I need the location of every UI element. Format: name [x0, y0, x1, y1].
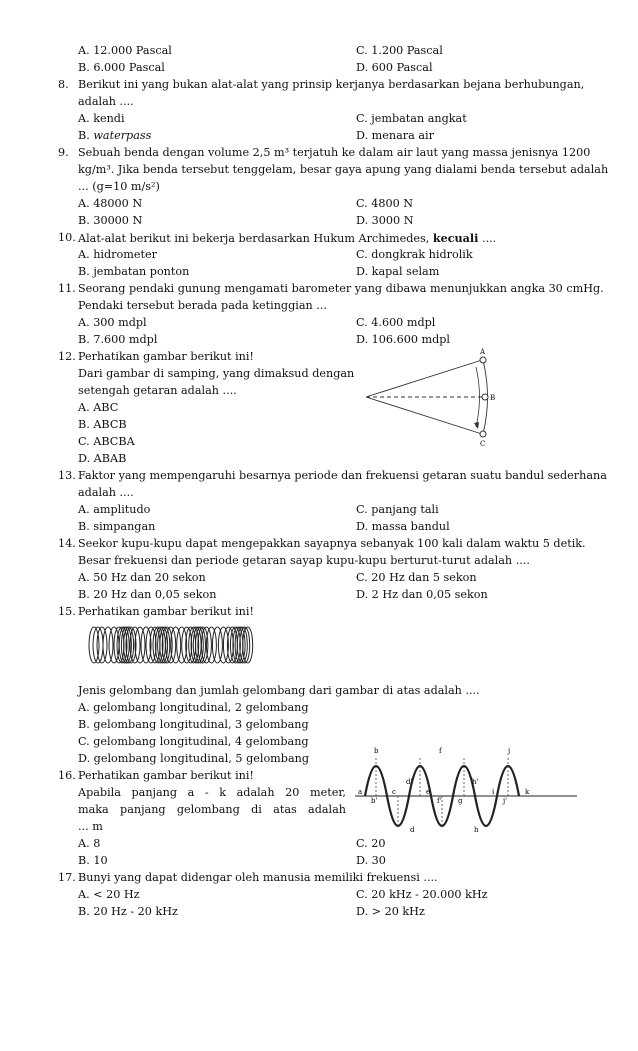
option-c: C. 4800 N [356, 197, 414, 210]
question-number: 9. [58, 146, 69, 159]
option-b: B. 20 Hz dan 0,05 sekon [78, 588, 217, 601]
option-b: B. 7.600 mdpl [78, 333, 158, 346]
question-text: adalah .... [78, 95, 134, 108]
question-number: 16. [58, 769, 76, 782]
option-b: B. 20 Hz - 20 kHz [78, 905, 178, 918]
label-k: k [525, 788, 530, 796]
question-number: 12. [58, 350, 76, 363]
question-text: Sebuah benda dengan volume 2,5 m³ terjatuh ke dalam air laut yang massa jenisnya 1200 [78, 146, 591, 159]
option-b: B. simpangan [78, 520, 156, 533]
question-text: ... (g=10 m/s²) [78, 180, 160, 193]
option-d: D. 2 Hz dan 0,05 sekon [356, 588, 488, 601]
pendulum-figure [352, 345, 502, 455]
label-b: b [374, 747, 379, 755]
question-text: Seekor kupu-kupu dapat mengepakkan sayapnya sebanyak 100 kali dalam waktu 5 detik. [78, 537, 586, 550]
option-d: D. ABAB [78, 452, 127, 465]
label-g: g [458, 797, 463, 805]
option-a: A. 300 mdpl [78, 316, 147, 329]
question-number: 11. [58, 282, 76, 295]
question-text: Apabila panjang a - k adalah 20 meter, [78, 786, 346, 799]
spring-coil [124, 627, 134, 663]
label-b-prime: b' [371, 797, 378, 805]
spring-figure [88, 620, 288, 670]
option-b: B. 30000 N [78, 214, 143, 227]
spring-coil [160, 627, 170, 663]
question-number: 8. [58, 78, 69, 91]
option-b: B. ABCB [78, 418, 127, 431]
option-c: C. panjang tali [356, 503, 439, 516]
question-text: Perhatikan gambar berikut ini! [78, 605, 254, 618]
option-c: C. jembatan angkat [356, 112, 467, 125]
option-b: B. 10 [78, 854, 108, 867]
option-c: C. 1.200 Pascal [356, 44, 443, 57]
option-d: D. 30 [356, 854, 386, 867]
option-a: A. 48000 N [78, 197, 143, 210]
option-a: A. amplitudo [78, 503, 151, 516]
option-a: A. 50 Hz dan 20 sekon [78, 571, 206, 584]
option-a: A. ABC [78, 401, 119, 414]
label-a: a [358, 788, 363, 796]
label-c: C [480, 440, 486, 448]
question-number: 13. [58, 469, 76, 482]
question-text: Perhatikan gambar berikut ini! [78, 769, 254, 782]
option-d: D. kapal selam [356, 265, 440, 278]
question-text: kg/m³. Jika benda tersebut tenggelam, besar gaya apung yang dialami benda tersebut adalah [78, 163, 609, 176]
option-d: D. 3000 N [356, 214, 414, 227]
label-e: e [426, 788, 431, 796]
option-b: B. gelombang longitudinal, 3 gelombang [78, 718, 309, 731]
option-c: C. gelombang longitudinal, 4 gelombang [78, 735, 309, 748]
question-number: 17. [58, 871, 76, 884]
label-c: c [392, 788, 396, 796]
question-text: maka panjang gelombang di atas adalah [78, 803, 346, 816]
option-b: B. waterpass [78, 129, 152, 142]
option-a: A. 8 [78, 837, 101, 850]
option-a: A. kendi [78, 112, 125, 125]
option-c: C. 4.600 mdpl [356, 316, 436, 329]
spring-coil [103, 627, 113, 663]
label-d-prime: d' [406, 778, 413, 786]
question-text: Bunyi yang dapat didengar oleh manusia memiliki frekuensi .... [78, 871, 438, 884]
label-h: h [474, 826, 479, 834]
option-a: A. 12.000 Pascal [78, 44, 172, 57]
question-text: Perhatikan gambar berikut ini! [78, 350, 254, 363]
option-d: D. massa bandul [356, 520, 450, 533]
option-a: A. hidrometer [78, 248, 157, 261]
option-c: C. ABCBA [78, 435, 135, 448]
question-text: Seorang pendaki gunung mengamati barometer yang dibawa menunjukkan angka 30 cmHg. [78, 282, 604, 295]
question-text: Faktor yang mempengaruhi besarnya periode dan frekuensi getaran suatu bandul sederhana [78, 469, 607, 482]
option-c: C. dongkrak hidrolik [356, 248, 473, 261]
label-h-prime: h' [472, 778, 479, 786]
label-i: i [492, 788, 495, 796]
transverse-wave-figure [355, 744, 585, 834]
question-text: Dari gambar di samping, yang dimaksud dengan [78, 367, 355, 380]
question-text: Berikut ini yang bukan alat-alat yang prinsip kerjanya berdasarkan bejana berhubungan, [78, 78, 585, 91]
option-d: D. gelombang longitudinal, 5 gelombang [78, 752, 309, 765]
label-d: d [410, 826, 415, 834]
label-f-prime: f' [437, 797, 442, 805]
option-a: A. < 20 Hz [78, 888, 140, 901]
question-number: 14. [58, 537, 76, 550]
label-a: A [480, 348, 486, 356]
option-c: C. 20 Hz dan 5 sekon [356, 571, 477, 584]
question-text: Jenis gelombang dan jumlah gelombang dari gambar di atas adalah .... [78, 684, 480, 697]
question-text: ... m [78, 820, 103, 833]
label-b: B [490, 394, 496, 402]
question-number: 15. [58, 605, 76, 618]
spring-coil [196, 627, 206, 663]
option-d: D. > 20 kHz [356, 905, 425, 918]
label-f: f [439, 747, 442, 755]
option-a: A. gelombang longitudinal, 2 gelombang [78, 701, 309, 714]
option-c: C. 20 kHz - 20.000 kHz [356, 888, 488, 901]
spring-coil [212, 627, 222, 663]
option-b: B. 6.000 Pascal [78, 61, 165, 74]
option-c: C. 20 [356, 837, 386, 850]
question-text: adalah .... [78, 486, 134, 499]
question-text: setengah getaran adalah .... [78, 384, 237, 397]
option-b: B. jembatan ponton [78, 265, 190, 278]
label-j: j [508, 747, 511, 755]
option-d: D. 106.600 mdpl [356, 333, 451, 346]
option-d: D. 600 Pascal [356, 61, 433, 74]
question-text: Alat-alat berikut ini bekerja berdasarkan Hukum Archimedes, kecuali .... [78, 231, 497, 245]
option-d: D. menara air [356, 129, 434, 142]
question-number: 10. [58, 231, 76, 244]
label-j-prime: j' [503, 797, 508, 805]
question-text: Pendaki tersebut berada pada ketinggian ... [78, 299, 327, 312]
question-text: Besar frekuensi dan periode getaran sayap kupu-kupu berturut-turut adalah .... [78, 554, 530, 567]
